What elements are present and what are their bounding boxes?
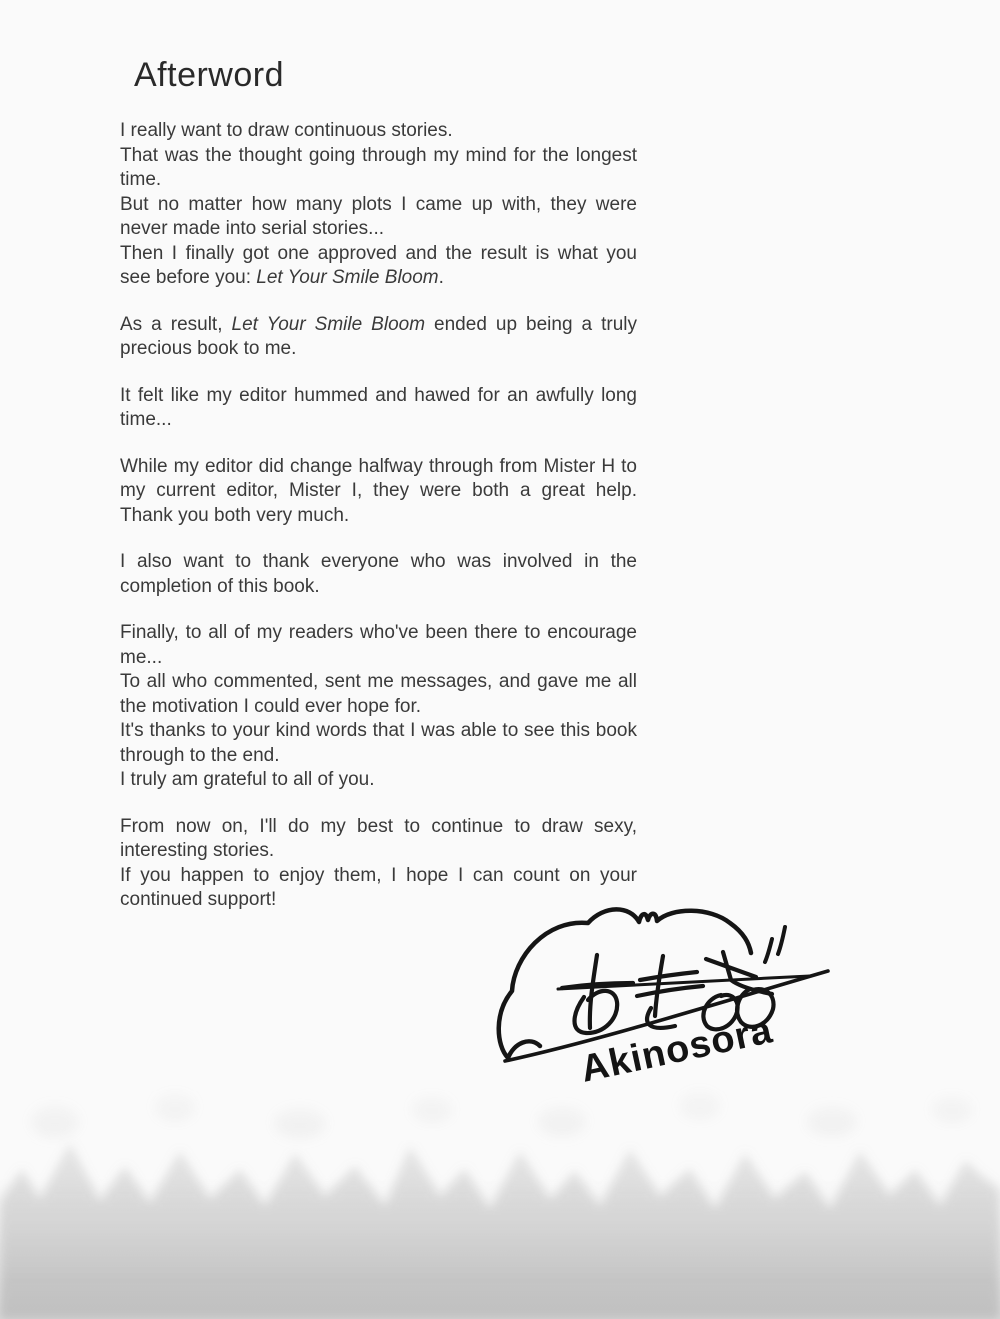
- paragraph: [120, 119, 637, 291]
- text-line-block: But no matter how many plots I came up with, they were never made into serial stories...: [120, 193, 637, 239]
- signature-romaji: Akinosora: [577, 1009, 777, 1091]
- paragraph: [120, 455, 637, 529]
- page-title: Afterword: [134, 56, 284, 94]
- text-line-block: As a result, Let Your Smile Bloom ended up being a truly precious book to me.: [120, 313, 637, 359]
- afterword-body: [120, 119, 637, 935]
- paragraph: [120, 550, 637, 599]
- text-line-block: It felt like my editor hummed and hawed for an awfully long time...: [120, 384, 637, 430]
- paragraph: [120, 621, 637, 793]
- text-line-block: While my editor did change halfway through from Mister H to my current editor, Mister I, they were both a great help. Thank you both very much.: [120, 455, 637, 526]
- text-line-block: To all who commented, sent me messages, and gave me all the motivation I could ever hope for.: [120, 671, 637, 717]
- text-line-block: I also want to thank everyone who was involved in the completion of this book.: [120, 551, 637, 597]
- paragraph: [120, 313, 637, 362]
- text-line-block: Finally, to all of my readers who've been there to encourage me...: [120, 622, 637, 668]
- text-line-block: Then I finally got one approved and the result is what you see before you: Let Your Smile Bloom.: [120, 242, 637, 288]
- text-line-block: I really want to draw continuous stories.: [120, 120, 453, 141]
- artist-signature: [488, 895, 836, 1107]
- halftone-gradient-decoration: [0, 1081, 1000, 1319]
- text-line-block: If you happen to enjoy them, I hope I can count on your continued support!: [120, 864, 637, 910]
- text-line-block: From now on, I'll do my best to continue to draw sexy, interesting stories.: [120, 815, 637, 861]
- text-line-block: It's thanks to your kind words that I was able to see this book through to the end.: [120, 720, 637, 766]
- text-line-block: I truly am grateful to all of you.: [120, 769, 375, 790]
- paragraph: [120, 384, 637, 433]
- text-line-block: That was the thought going through my mind for the longest time.: [120, 144, 637, 190]
